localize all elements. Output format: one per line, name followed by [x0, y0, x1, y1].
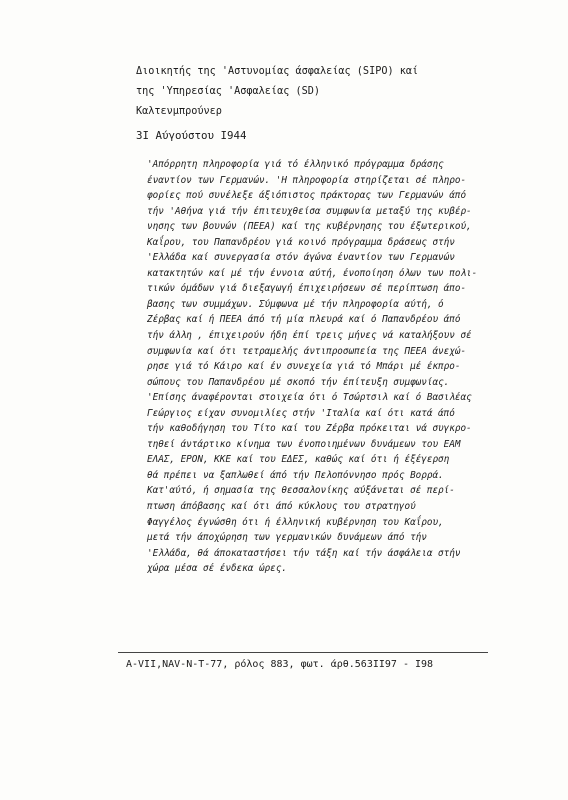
- body-line: θά πρέπει να ξαπλωθεί άπό τήν Πελοπόννησο πρός Βορρά.: [147, 469, 444, 481]
- body-line: έναντίον των Γερμανών. 'Η πληροφορία στηρίζεται σέ πληρο-: [147, 174, 467, 186]
- header-line: Διοικητής της 'Αστυνομίας άσφαλείας (SIPO) καί: [136, 66, 419, 77]
- body-line: τήν 'Αθήνα γιά τήν έπιτευχθείσα συμφωνία μεταξύ της κυβέρ-: [147, 205, 472, 217]
- document-header: [136, 62, 516, 146]
- body-line: 'Ελλάδα, θά άποκαταστήσει τήν τάξη καί τήν άσφάλεια στήν: [147, 547, 461, 559]
- body-line: τήν άλλη , έπιχειρούν ήδη έπί τρεις μήνες νά καταλήξουν σέ: [147, 330, 472, 342]
- body-line: ΕΛΑΣ, ΕΡΟΝ, ΚΚΕ καί του ΕΔΕΣ, καθώς καί ότι ή έξέγερση: [147, 454, 450, 466]
- body-line: τηθεί άντάρτικο κίνημα των ένοποιημένων δυνάμεων του ΕΑΜ: [147, 438, 461, 450]
- body-line: Κατ'αύτό, ή σημασία της θεσσαλονίκης αύξάνεται σέ περί-: [147, 485, 455, 497]
- body-line: Φαγγέλος έγνώσθη ότι ή έλληνική κυβέρνηση του Καΐρου,: [147, 516, 444, 528]
- body-line: ρησε γιά τό Κάιρο καί έν συνεχεία γιά τό Μπάρι μέ έκπρο-: [147, 361, 461, 373]
- body-line: συμφωνία καί ότι τετραμελής άντιπροσωπεία της ΠΕΕΑ άνεχώ-: [147, 345, 467, 357]
- header-line: Καλτενμπρούνερ: [136, 106, 222, 117]
- body-line: τήν καθοδήγηση του Τίτο καί του Ζέρβα πρόκειται νά συγκρο-: [147, 423, 472, 435]
- body-line: 'Απόρρητη πληροφορία γιά τό έλληνικό πρόγραμμα δράσης: [147, 159, 444, 170]
- body-line: Γεώργιος είχαν συνομιλίες στήν 'Ιταλία καί ότι κατά άπό: [147, 407, 455, 419]
- body-line: νησης των βουνών (ΠΕΕΑ) καί της κυβέρνησης του έξωτερικού,: [147, 221, 472, 233]
- body-line: τικών όμάδων γιά διεξαγωγή έπιχειρήσεων σέ περίπτωση άπο-: [147, 283, 467, 295]
- body-line: 'Ελλάδα καί συνεργασία στόν άγώνα έναντίον των Γερμανών: [147, 252, 455, 264]
- body-line: βασης των συμμάχων. Σύμφωνα μέ τήν πληροφορία αύτή, ό: [147, 298, 444, 310]
- body-line: σώπους του Παπανδρέου μέ σκοπό τήν έπίτευξη συμφωνίας.: [147, 376, 450, 388]
- body-line: πτωση άπόβασης καί ότι άπό κύκλους του στρατηγού: [147, 501, 416, 513]
- body-line: μετά τήν άποχώρηση των γερμανικών δυνάμεων άπό τήν: [147, 532, 427, 544]
- body-line: 'Επίσης άναφέρονται στοιχεία ότι ό Τσώρτσιλ καί ό Βασιλέας: [147, 392, 472, 404]
- document-body: [147, 157, 537, 577]
- body-line: φορίες πού συνέλεξε άξιόπιστος πράκτορας των Γερμανών άπό: [147, 190, 467, 202]
- body-line: Καΐρου, του Παπανδρέου γιά κοινό πρόγραμμα δράσεως στήν: [147, 236, 455, 248]
- document-date: 3I Αύγούστου I944: [136, 129, 247, 142]
- body-line: χώρα μέσα σέ ένδεκα ώρες.: [147, 563, 287, 575]
- archive-reference: A-VII,NAV-N-T-77, ρόλος 883, φωτ. άρθ.563II97 - I98: [126, 659, 434, 670]
- header-line: της 'Υπηρεσίας 'Ασφαλείας (SD): [136, 86, 321, 97]
- footer-divider: [118, 652, 488, 653]
- body-line: κατακτητών καί μέ τήν έννοια αύτή, ένοποίηση όλων των πολι-: [147, 267, 478, 279]
- body-line: Ζέρβας καί ή ΠΕΕΑ άπό τή μία πλευρά καί ό Παπανδρέου άπό: [147, 314, 461, 326]
